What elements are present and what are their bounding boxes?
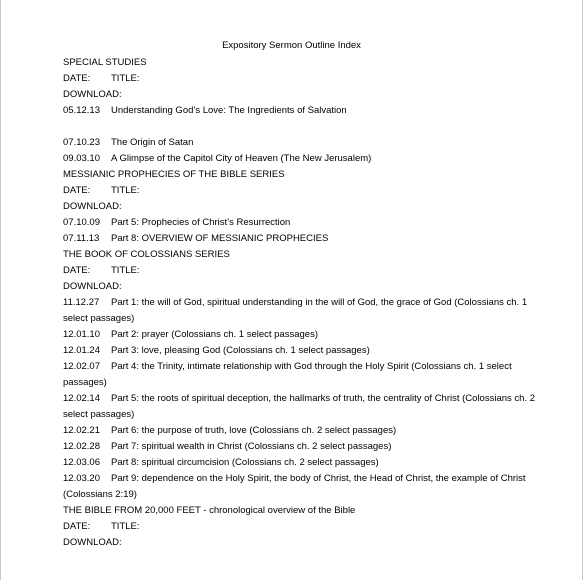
download-label: DOWNLOAD: — [63, 201, 122, 212]
date-title-header — [63, 519, 540, 535]
entry-date: 07.10.23 — [63, 137, 100, 148]
entry-date: 12.02.14 — [63, 393, 100, 404]
sermon-entry — [63, 327, 540, 343]
date-label: DATE: — [63, 265, 91, 276]
title-label: TITLE: — [111, 265, 140, 276]
entry-title: Part 9: dependence on the Holy Spirit, the body of Christ, the Head of Christ, the example of Christ (Colossians 2:19) — [63, 473, 526, 500]
sermon-entry — [63, 135, 540, 151]
download-label: DOWNLOAD: — [63, 281, 122, 292]
date-label: DATE: — [63, 73, 91, 84]
date-label: DATE: — [63, 185, 91, 196]
sermon-entry — [63, 439, 540, 455]
sermon-entry — [63, 471, 540, 503]
entry-title: Part 8: spiritual circumcision (Colossians ch. 2 select passages) — [111, 457, 379, 468]
sermon-entry — [63, 455, 540, 471]
entry-date: 05.12.13 — [63, 105, 100, 116]
sermon-entry — [63, 359, 540, 391]
entry-title: Part 3: love, pleasing God (Colossians ch. 1 select passages) — [111, 345, 370, 356]
section-heading: THE BOOK OF COLOSSIANS SERIES — [63, 249, 230, 260]
sermon-entry — [63, 103, 540, 119]
date-title-header — [63, 263, 540, 279]
sermon-entry — [63, 391, 540, 423]
entry-title: A Glimpse of the Capitol City of Heaven (The New Jerusalem) — [111, 153, 372, 164]
entry-title: Part 2: prayer (Colossians ch. 1 select passages) — [111, 329, 318, 340]
entry-title: Part 7: spiritual wealth in Christ (Colossians ch. 2 select passages) — [111, 441, 392, 452]
entry-date: 12.03.06 — [63, 457, 100, 468]
sermon-entry — [63, 231, 540, 247]
title-label: TITLE: — [111, 73, 140, 84]
title-label: TITLE: — [111, 185, 140, 196]
entry-date: 11.12.27 — [63, 297, 100, 308]
section-heading: MESSIANIC PROPHECIES OF THE BIBLE SERIES — [63, 169, 285, 180]
entry-date: 12.02.21 — [63, 425, 100, 436]
entry-title: Part 5: Prophecies of Christ’s Resurrection — [111, 217, 291, 228]
entry-title: Understanding God’s Love: The Ingredients of Salvation — [111, 105, 347, 116]
document-body — [63, 55, 540, 551]
section-heading: SPECIAL STUDIES — [63, 57, 147, 68]
sermon-entry — [63, 343, 540, 359]
entry-date: 12.02.28 — [63, 441, 100, 452]
title-label: TITLE: — [111, 521, 140, 532]
download-label: DOWNLOAD: — [63, 89, 122, 100]
entry-title: Part 1: the will of God, spiritual understanding in the will of God, the grace of God (Colossians ch. 1 select passages) — [63, 297, 528, 324]
date-label: DATE: — [63, 521, 91, 532]
entry-title: The Origin of Satan — [111, 137, 194, 148]
entry-date: 07.11.13 — [63, 233, 100, 244]
section-heading: THE BIBLE FROM 20,000 FEET - chronological overview of the Bible — [63, 505, 356, 516]
sermon-entry — [63, 295, 540, 327]
entry-date: 12.03.20 — [63, 473, 100, 484]
blank-line — [63, 119, 540, 135]
entry-title: Part 5: the roots of spiritual deception, the hallmarks of truth, the centrality of Christ (Colossians ch. 2 select passages) — [63, 393, 536, 420]
entry-title: Part 6: the purpose of truth, love (Colossians ch. 2 select passages) — [111, 425, 397, 436]
entry-date: 12.01.10 — [63, 329, 100, 340]
date-title-header — [63, 183, 540, 199]
date-title-header — [63, 71, 540, 87]
entry-date: 07.10.09 — [63, 217, 100, 228]
document-title: Expository Sermon Outline Index — [222, 40, 361, 51]
sermon-entry — [63, 215, 540, 231]
entry-date: 09.03.10 — [63, 153, 100, 164]
entry-date: 12.01.24 — [63, 345, 100, 356]
sermon-entry — [63, 151, 540, 167]
download-label: DOWNLOAD: — [63, 537, 122, 548]
sermon-entry — [63, 423, 540, 439]
entry-title: Part 4: the Trinity, intimate relationship with God through the Holy Spirit (Colossians ch. 1 select passages) — [63, 361, 512, 388]
entry-title: Part 8: OVERVIEW OF MESSIANIC PROPHECIES — [111, 233, 329, 244]
entry-date: 12.02.07 — [63, 361, 100, 372]
